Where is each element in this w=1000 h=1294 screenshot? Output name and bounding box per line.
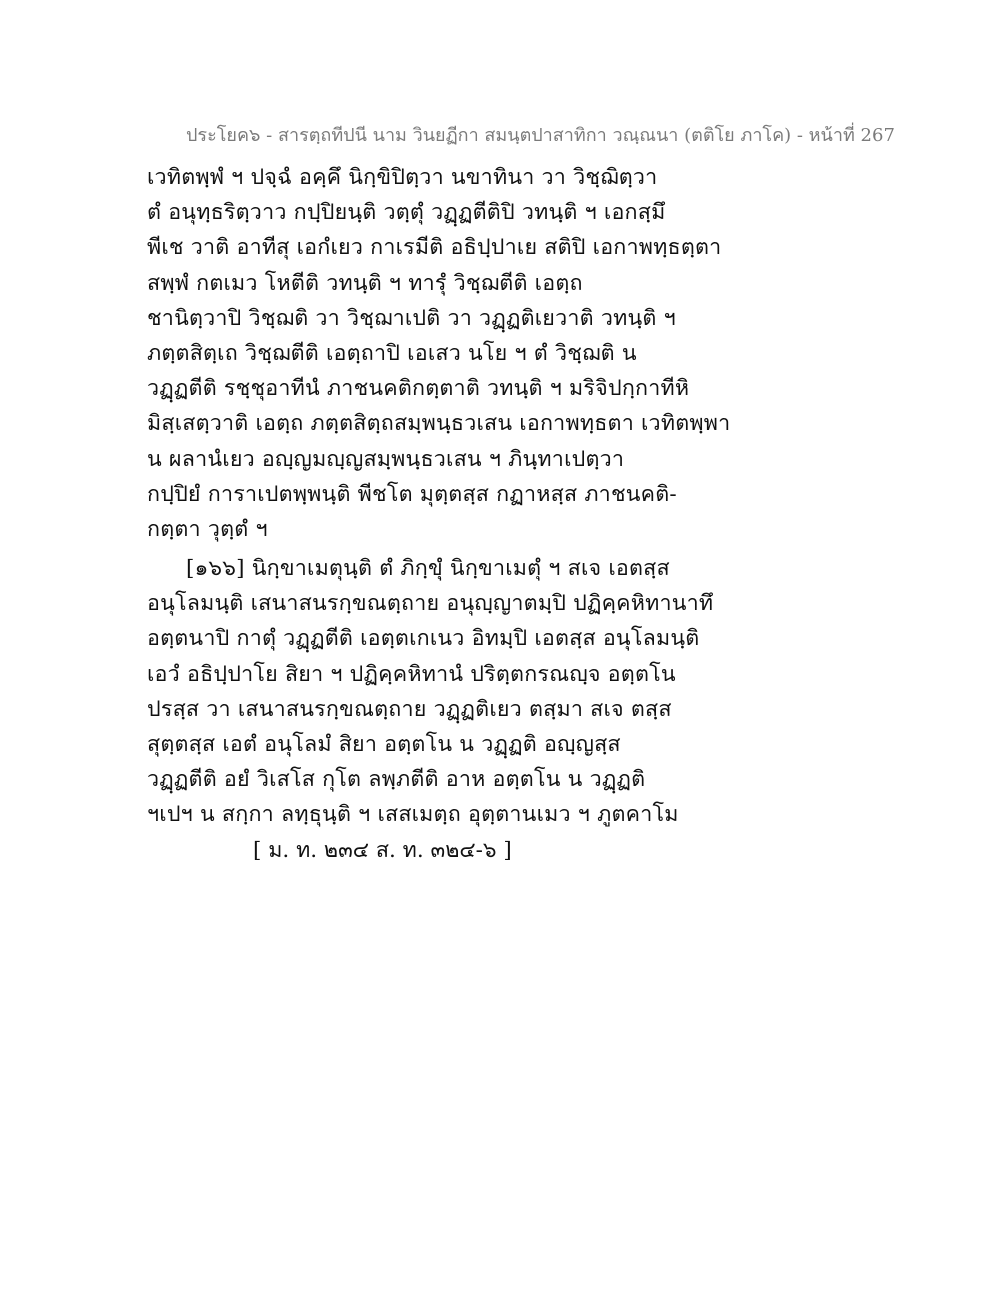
text-line: ปรสฺส วา เสนาสนรกฺขณตฺถาย วฏฺฏติเยว ตสฺมา สเจ ตสฺส [147,696,672,722]
text-line: สุตฺตสฺส เอตํ อนุโลมํ สิยา อตฺตโน น วฏฺฏติ อญฺญสฺส [147,732,621,757]
text-line: กตฺตา วุตฺตํ ฯ [147,516,268,542]
text-line: กปฺปิยํ การาเปตพฺพนฺติ พีชโต มุตฺตสฺส กฏาหสฺส ภาชนคติ- [147,481,677,507]
text-line: ชานิตฺวาปิ วิชฺฌติ วา วิชฺฌาเปติ วา วฏฺฏติเยวาติ วทนฺติ ฯ [147,305,676,331]
text-line: น ผลานํเยว อญฺญมญฺญสมฺพนฺธวเสน ฯ ภินฺทาเปตฺวา [147,446,625,472]
text-line: มิสฺเสตฺวาติ เอตฺถ ภตฺตสิตฺถสมฺพนฺธวเสน เอกาพทฺธตา เวทิตพฺพา [147,411,731,437]
text-line: อนุโลมนฺติ เสนาสนรกฺขณตฺถาย อนุญฺญาตมฺปิ ปฏิคฺคหิทานาทึ [147,591,714,617]
text-line: [๑๖๖] นิกฺขาเมตุนฺติ ตํ ภิกฺขุํ นิกฺขาเมตุํ ฯ สเจ เอตสฺส [186,556,670,582]
paragraph-1 [147,160,731,547]
reference-note: [ ม. ท. ๒๓๔ ส. ท. ๓๒๔-๖ ] [253,837,512,863]
text-line: เวทิตพฺพํ ฯ ปจฺฉํ อคฺคึ นิกฺขิปิตฺวา นขาทินา วา วิชฺฌิตฺวา [147,165,658,190]
body-text [147,160,731,868]
text-line: ตํ อนุทฺธริตฺวาว กปฺปิยนฺติ วตฺตุํ วฏฺฏตีติปิ วทนฺติ ฯ เอกสฺมึ [147,200,666,226]
text-line: พีเช วาติ อาทีสุ เอกํเยว กาเรมีติ อธิปฺปาเย สติปิ เอกาพทฺธตฺตา [147,235,722,261]
text-line: สพฺพํ กตเมว โหตีติ วทนฺติ ฯ ทารุํ วิชฺฌตีติ เอตฺถ [147,270,583,296]
text-line: ภตฺตสิตฺเถ วิชฺฌตีติ เอตฺถาปิ เอเสว นโย ฯ ตํ วิชฺฌติ น [147,340,637,366]
text-line: อตฺตนาปิ กาตุํ วฏฺฏตีติ เอตฺตเกเนว อิทมฺปิ เอตสฺส อนุโลมนฺติ [147,626,700,652]
text-line: ฯเปฯ น สกฺกา ลทฺธุนฺติ ฯ เสสเมตฺถ อุตฺตานเมว ฯ ภูตคาโม [147,802,679,828]
text-line: เอวํ อธิปฺปาโย สิยา ฯ ปฏิคฺคหิทานํ ปริตฺตกรณญฺจ อตฺตโน [147,661,676,687]
page-header: ประโยค๖ - สารตฺถทีปนี นาม วินยฏีกา สมนฺตปาสาทิกา วณฺณนา (ตติโย ภาโค) - หน้าที่ 267 [186,125,895,146]
paragraph-2 [147,551,714,833]
text-line: วฏฺฏตีติ รชฺชุอาทีนํ ภาชนคติกตฺตาติ วทนฺติ ฯ มริจิปกฺกาทีหิ [147,376,690,402]
text-line: วฏฺฏตีติ อยํ วิเสโส กุโต ลพฺภตีติ อาห อตฺตโน น วฏฺฏติ [147,767,646,793]
